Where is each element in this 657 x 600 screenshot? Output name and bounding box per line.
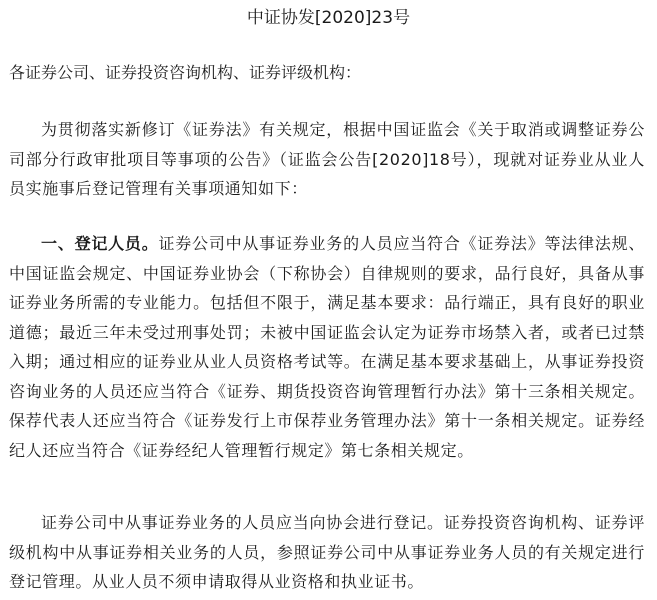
salutation: 各证券公司、证券投资咨询机构、证券评级机构： — [9, 63, 362, 82]
document-number: 中证协发[2020]23号 — [246, 8, 411, 28]
paragraph-intro — [9, 115, 645, 204]
section-heading: 一、登记人员。 — [41, 234, 159, 253]
paragraph-registration-scope — [9, 508, 645, 597]
paragraph-text: 证券公司中从事证券业务的人员应当符合《证券法》等法律法规、中国证监会规定、中国证券业协会（下称协会）自律规则的要求，品行良好，具备从事证券业务所需的专业能力。包括但不限于，满足基本要求：品行端正，具有良好的职业道德；最近三年未受过刑事处罚；未被中国证监会认定为证券市场禁入者，或者已过禁入期；通过相应的证券业从业人员资格考试等。在满足基本要求基础上，从事证券投资咨询业务的人员还应当符合《证券、期货投资咨询管理暂行办法》第十三条相关规定。保荐代表人还应当符合《证券发行上市保荐业务管理办法》第十一条相关规定。证券经纪人还应当符合《证券经纪人管理暂行规定》第七条相关规定。 — [9, 234, 645, 460]
paragraph-registration-personnel — [9, 229, 645, 465]
paragraph-text: 为贯彻落实新修订《证券法》有关规定，根据中国证监会《关于取消或调整证券公司部分行政审批项目等事项的公告》（证监会公告[2020]18号），现就对证券业从业人员实施事后登记管理有关事项通知如下： — [9, 120, 645, 198]
paragraph-text: 证券公司中从事证券业务的人员应当向协会进行登记。证券投资咨询机构、证券评级机构中从事证券相关业务的人员，参照证券公司中从事证券业务人员的有关规定进行登记管理。从业人员不须申请取得从业资格和执业证书。 — [9, 513, 645, 591]
